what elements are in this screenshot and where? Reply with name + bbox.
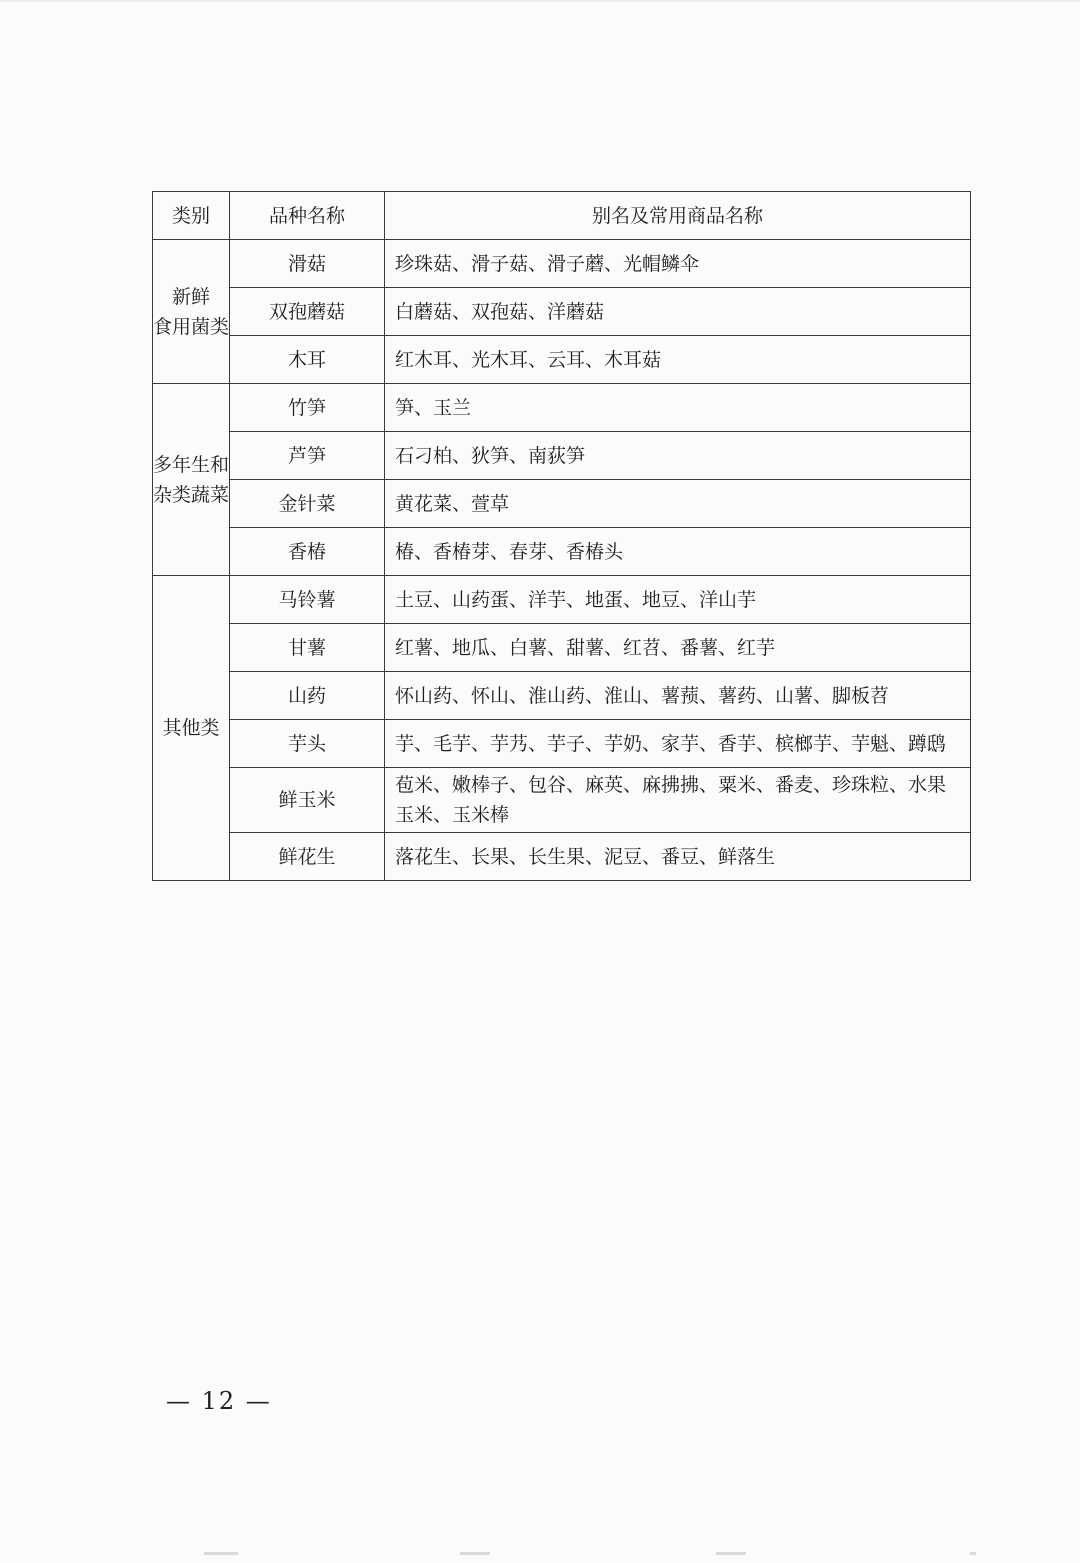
table-row (153, 240, 971, 288)
scan-artifact (716, 1552, 746, 1555)
alias-cell: 黄花菜、萱草 (385, 480, 971, 528)
alias-cell: 红薯、地瓜、白薯、甜薯、红苕、番薯、红芋 (385, 624, 971, 672)
table-row (153, 336, 971, 384)
table-row (153, 480, 971, 528)
variety-cell: 甘薯 (230, 624, 385, 672)
category-line: 新鲜 (171, 285, 210, 308)
variety-cell: 滑菇 (230, 240, 385, 288)
alias-cell: 红木耳、光木耳、云耳、木耳菇 (385, 336, 971, 384)
variety-cell: 山药 (230, 672, 385, 720)
table-header-row (153, 192, 971, 240)
alias-cell: 怀山药、怀山、淮山药、淮山、薯蓣、薯药、山薯、脚板苕 (385, 672, 971, 720)
alias-cell: 石刁柏、狄笋、南荻笋 (385, 432, 971, 480)
table-row (153, 528, 971, 576)
table-row (153, 833, 971, 881)
variety-cell: 芦笋 (230, 432, 385, 480)
alias-cell: 芋、毛芋、芋艿、芋子、芋奶、家芋、香芋、槟榔芋、芋魁、蹲鸱 (385, 720, 971, 768)
variety-cell: 香椿 (230, 528, 385, 576)
scan-edge (0, 0, 1080, 2)
variety-cell: 竹笋 (230, 384, 385, 432)
header-category: 类别 (153, 192, 230, 240)
variety-cell: 马铃薯 (230, 576, 385, 624)
alias-cell: 土豆、山药蛋、洋芋、地蛋、地豆、洋山芋 (385, 576, 971, 624)
alias-cell: 椿、香椿芽、春芽、香椿头 (385, 528, 971, 576)
table-row (153, 288, 971, 336)
table-row (153, 768, 971, 833)
scan-artifact (460, 1552, 490, 1555)
category-line: 食用菌类 (153, 315, 230, 338)
category-cell: 其他类 (153, 576, 230, 881)
scan-artifact (204, 1552, 238, 1555)
table-row (153, 576, 971, 624)
table-row (153, 672, 971, 720)
alias-cell: 落花生、长果、长生果、泥豆、番豆、鲜落生 (385, 833, 971, 881)
table-row (153, 720, 971, 768)
variety-cell: 金针菜 (230, 480, 385, 528)
page-number: — 12 — (166, 1387, 272, 1415)
scan-artifact (970, 1552, 976, 1555)
variety-cell: 双孢蘑菇 (230, 288, 385, 336)
alias-cell: 珍珠菇、滑子菇、滑子蘑、光帽鳞伞 (385, 240, 971, 288)
varieties-table (152, 191, 971, 881)
header-variety: 品种名称 (230, 192, 385, 240)
alias-cell: 笋、玉兰 (385, 384, 971, 432)
variety-cell: 芋头 (230, 720, 385, 768)
variety-cell: 木耳 (230, 336, 385, 384)
header-aliases: 别名及常用商品名称 (385, 192, 971, 240)
category-line: 多年生和 (153, 453, 230, 476)
table-row (153, 624, 971, 672)
alias-cell: 白蘑菇、双孢菇、洋蘑菇 (385, 288, 971, 336)
category-cell (153, 240, 230, 384)
category-cell (153, 384, 230, 576)
table-row (153, 432, 971, 480)
variety-cell: 鲜花生 (230, 833, 385, 881)
alias-cell: 苞米、嫩棒子、包谷、麻英、麻拂拂、粟米、番麦、珍珠粒、水果玉米、玉米棒 (385, 768, 971, 833)
variety-cell: 鲜玉米 (230, 768, 385, 833)
category-line: 杂类蔬菜 (153, 483, 230, 506)
table-row (153, 384, 971, 432)
